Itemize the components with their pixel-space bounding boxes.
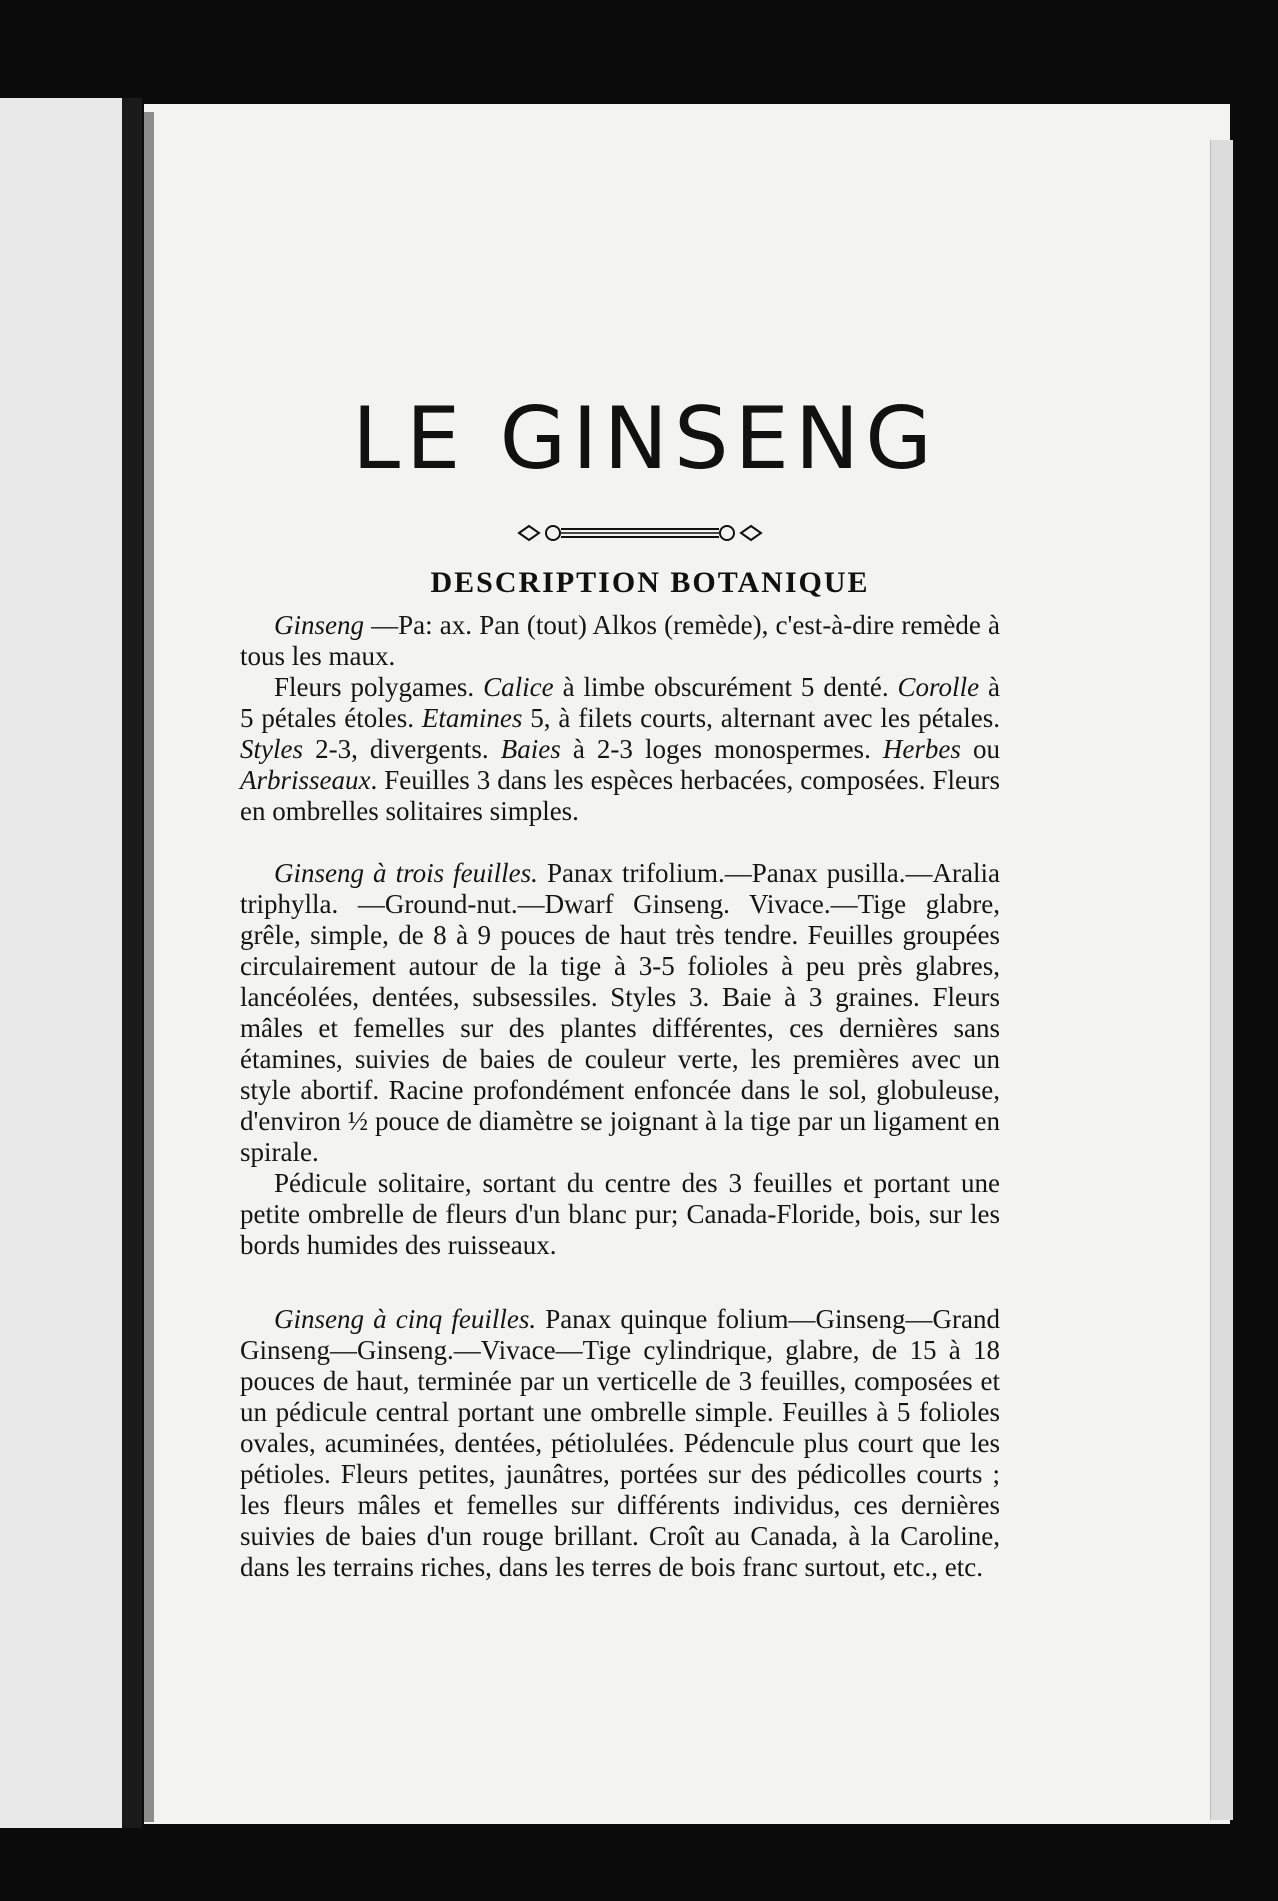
text-run: 2-3, divergents. <box>302 734 501 764</box>
term: Arbrisseaux <box>240 765 371 795</box>
paragraph-three-leaf-ginseng <box>240 858 1000 1168</box>
term: Calice <box>483 672 554 702</box>
term: Herbes <box>882 734 961 764</box>
paragraph-text: —Pa: ax. Pan (tout) Alkos (remède), c'est-à-dire remède à tous les maux. <box>240 610 1000 671</box>
text-run: ou <box>960 734 1000 764</box>
term: Corolle <box>897 672 980 702</box>
facing-page-edge <box>0 98 122 1828</box>
title-divider-ornament <box>515 520 765 546</box>
term: Baies <box>500 734 561 764</box>
page-title: LE GINSENG <box>352 389 938 489</box>
term: Styles <box>240 734 303 764</box>
text-run: à 2-3 loges monospermes. <box>560 734 883 764</box>
text-run: à 5 pétales étoles. <box>240 672 1001 733</box>
species-name: Ginseng <box>274 610 364 640</box>
page-gutter-shadow <box>144 112 154 1822</box>
species-name: Ginseng à cinq feuilles. <box>274 1304 537 1334</box>
paragraph-group-three-leaf <box>240 858 1000 1261</box>
paragraph-pedicel <box>240 1168 1000 1261</box>
book-binding <box>122 98 142 1828</box>
paragraph-genus-description <box>240 672 1000 827</box>
paragraph-group-introduction <box>240 610 1000 827</box>
paragraph-text: Panax quinque folium—Ginseng—Grand Ginseng—Ginseng.—Vivace—Tige cylindrique, glabre, de 15 à 18 pouces de haut, terminée par un verticelle de 3 feuilles, composées et un pédicule central portant une ombrelle simple. Feuilles à 5 folioles ovales, acuminées, dentées, pétiolulées. Pédencule plus court que les pétioles. Fleurs petites, jaunâtres, portées sur des pédicolles courts ; les fleurs mâles et femelles sur différents individus, ces dernières suivies de baies d'un rouge brillant. Croît au Canada, à la Caroline, dans les terrains riches, dans les terres de bois franc surtout, etc., etc. <box>240 1304 1000 1582</box>
text-run: . Feuilles 3 dans les espèces herbacées, composées. Fleurs en ombrelles solitaires simples. <box>240 765 1000 826</box>
page-edge-stack <box>1210 140 1233 1820</box>
text-run: Fleurs polygames. <box>274 672 484 702</box>
species-name: Ginseng à trois feuilles. <box>274 858 538 888</box>
term: Etamines <box>421 703 523 733</box>
paragraph-text: Pédicule solitaire, sortant du centre des 3 feuilles et portant une petite ombrelle de fleurs d'un blanc pur; Canada-Floride, bois, sur les bords humides des ruisseaux. <box>240 1168 1000 1260</box>
text-run: 5, à filets courts, alternant avec les pétales. <box>522 703 1000 733</box>
section-heading: DESCRIPTION BOTANIQUE <box>430 566 870 599</box>
paragraph-five-leaf-ginseng <box>240 1304 1000 1583</box>
text-run: à limbe obscurément 5 denté. <box>553 672 898 702</box>
paragraph-group-five-leaf <box>240 1304 1000 1583</box>
paragraph-etymology <box>240 610 1000 672</box>
paragraph-text: Panax trifolium.—Panax pusilla.—Aralia triphylla. —Ground-nut.—Dwarf Ginseng. Vivace.—Tige glabre, grêle, simple, de 8 à 9 pouces de haut très tendre. Feuilles groupées circulairement autour de la tige à 3-5 folioles à peu près glabres, lancéolées, dentées, subsessiles. Styles 3. Baie à 3 graines. Fleurs mâles et femelles sur des plantes différentes, ces dernières sans étamines, suivies de baies de couleur verte, les premières avec un style abortif. Racine profondément enfoncée dans le sol, globuleuse, d'environ ½ pouce de diamètre se joignant à la tige par un ligament en spirale. <box>240 858 1000 1167</box>
